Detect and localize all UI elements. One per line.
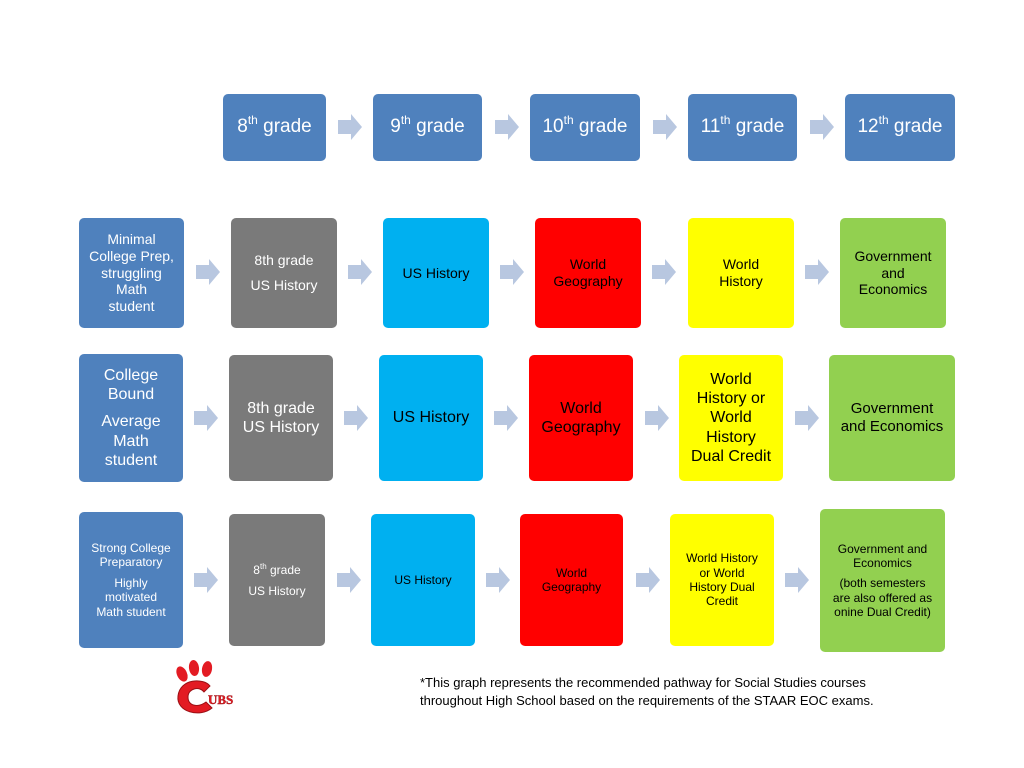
course-line: World History (686, 551, 758, 566)
grade-8-header (223, 94, 326, 161)
course-line: Economics (853, 555, 912, 570)
grade-word: grade (893, 116, 943, 138)
course-line: Government (850, 400, 934, 417)
label-line: motivated (104, 590, 158, 605)
footnote-line: throughout High School based on the requirements of the STAAR EOC exams. (420, 692, 874, 708)
course-us-history (383, 218, 489, 328)
course-world-geography (535, 218, 641, 328)
grade-word: grade (416, 116, 465, 138)
arrow-right-icon (338, 114, 362, 140)
label-line: Minimal (107, 231, 156, 247)
course-line: Credit (705, 594, 738, 609)
grade-number: 8 (237, 116, 248, 138)
course-8th-us-history (229, 355, 333, 481)
arrow-right-icon (500, 259, 524, 285)
course-line: Government (854, 247, 932, 264)
grade-word: grade (263, 116, 312, 138)
course-line: US History (242, 419, 320, 436)
label-line: Bound (107, 386, 155, 404)
course-world-history-or-dual-credit (679, 355, 783, 481)
course-line: Geography (553, 273, 623, 289)
course-line: Geography (541, 580, 602, 594)
course-line: History (706, 428, 756, 446)
arrow-right-icon (194, 405, 218, 431)
grade-number: 11 (700, 116, 721, 138)
course-us-history (379, 355, 483, 481)
arrow-right-icon (194, 567, 218, 593)
label-line: struggling (101, 264, 162, 281)
label-line: student (104, 451, 158, 469)
logo-text: UBS (208, 692, 234, 707)
arrow-right-icon (636, 567, 660, 593)
course-8th-us-history (231, 218, 337, 328)
course-line: History Dual (689, 580, 755, 594)
course-line: World (710, 409, 752, 427)
grade-number: 10 (542, 116, 564, 138)
course-government-economics (840, 218, 946, 328)
course-line: World (569, 256, 607, 273)
grade-number: 8 (253, 563, 260, 578)
course-line: Dual Credit (690, 447, 772, 465)
course-line: US History (248, 583, 306, 598)
course-line: US History (250, 277, 318, 293)
grade-10-header (530, 94, 640, 161)
grade-12-header (845, 94, 955, 161)
pathway-label-strong-college-prep (79, 512, 183, 648)
label-line: Math (113, 432, 149, 450)
grade-suffix: th (247, 113, 258, 128)
grade-suffix: th (878, 113, 889, 128)
grade-suffix: th (259, 562, 267, 572)
pathway-label-college-bound (79, 354, 183, 482)
course-line: World (710, 371, 752, 389)
label-line: Highly (114, 575, 148, 590)
course-world-geography (520, 514, 623, 646)
course-line: US History (392, 409, 470, 427)
grade-number: 9 (390, 116, 401, 138)
course-line: World (722, 256, 760, 273)
footnote (420, 674, 920, 709)
arrow-right-icon (810, 114, 834, 140)
arrow-right-icon (652, 259, 676, 285)
course-line: Geography (541, 419, 621, 436)
cubs-logo (170, 660, 242, 720)
label-line: Strong College (91, 541, 171, 556)
course-line: and (881, 264, 905, 281)
course-line: World (555, 565, 588, 580)
course-line: US History (394, 572, 452, 587)
grade-number: 12 (857, 116, 879, 138)
footnote-line: *This graph represents the recommended pathway for Social Studies courses (420, 675, 866, 690)
pathway-label-minimal (79, 218, 184, 328)
label-line: Average (101, 413, 161, 431)
grade-9-header (373, 94, 482, 161)
label-line: Preparatory (99, 555, 163, 570)
arrow-right-icon (795, 405, 819, 431)
course-world-history (688, 218, 794, 328)
course-line: Economics (858, 281, 928, 298)
arrow-right-icon (196, 259, 220, 285)
grade-suffix: th (563, 113, 574, 128)
course-us-history (371, 514, 475, 646)
arrow-right-icon (486, 567, 510, 593)
arrow-right-icon (337, 567, 361, 593)
arrow-right-icon (494, 405, 518, 431)
label-line: College Prep, (89, 247, 174, 264)
course-line: or World (699, 565, 745, 580)
grade-word: grade (578, 116, 628, 138)
arrow-right-icon (348, 259, 372, 285)
label-line: College (103, 367, 159, 385)
course-line: 8th grade (247, 399, 315, 417)
course-line: World (560, 399, 602, 417)
grade-11-header (688, 94, 797, 161)
label-line: Math student (96, 604, 166, 619)
course-world-geography (529, 355, 633, 481)
course-government-economics-dual-credit (820, 509, 945, 652)
course-world-history-or-dual-credit (670, 514, 774, 646)
arrow-right-icon (495, 114, 519, 140)
label-line: student (108, 298, 155, 315)
grade-word: grade (270, 563, 301, 578)
course-government-economics (829, 355, 955, 481)
arrow-right-icon (645, 405, 669, 431)
course-line: 8th grade (254, 252, 314, 269)
course-line: US History (402, 264, 470, 281)
arrow-right-icon (805, 259, 829, 285)
course-line: are also offered as (832, 590, 933, 605)
course-line: Government and (837, 541, 928, 556)
grade-suffix: th (720, 113, 731, 128)
arrow-right-icon (785, 567, 809, 593)
course-8th-us-history (229, 514, 325, 646)
course-line: and Economics (840, 418, 944, 435)
grade-suffix: th (400, 113, 411, 128)
course-line (253, 562, 300, 577)
course-line: onine Dual Credit) (834, 605, 931, 620)
course-line: (both semesters (839, 576, 926, 591)
arrow-right-icon (653, 114, 677, 140)
arrow-right-icon (344, 405, 368, 431)
course-line: History (719, 273, 763, 289)
course-line: History or (696, 390, 766, 408)
grade-word: grade (735, 116, 785, 138)
label-line: Math (115, 281, 148, 298)
